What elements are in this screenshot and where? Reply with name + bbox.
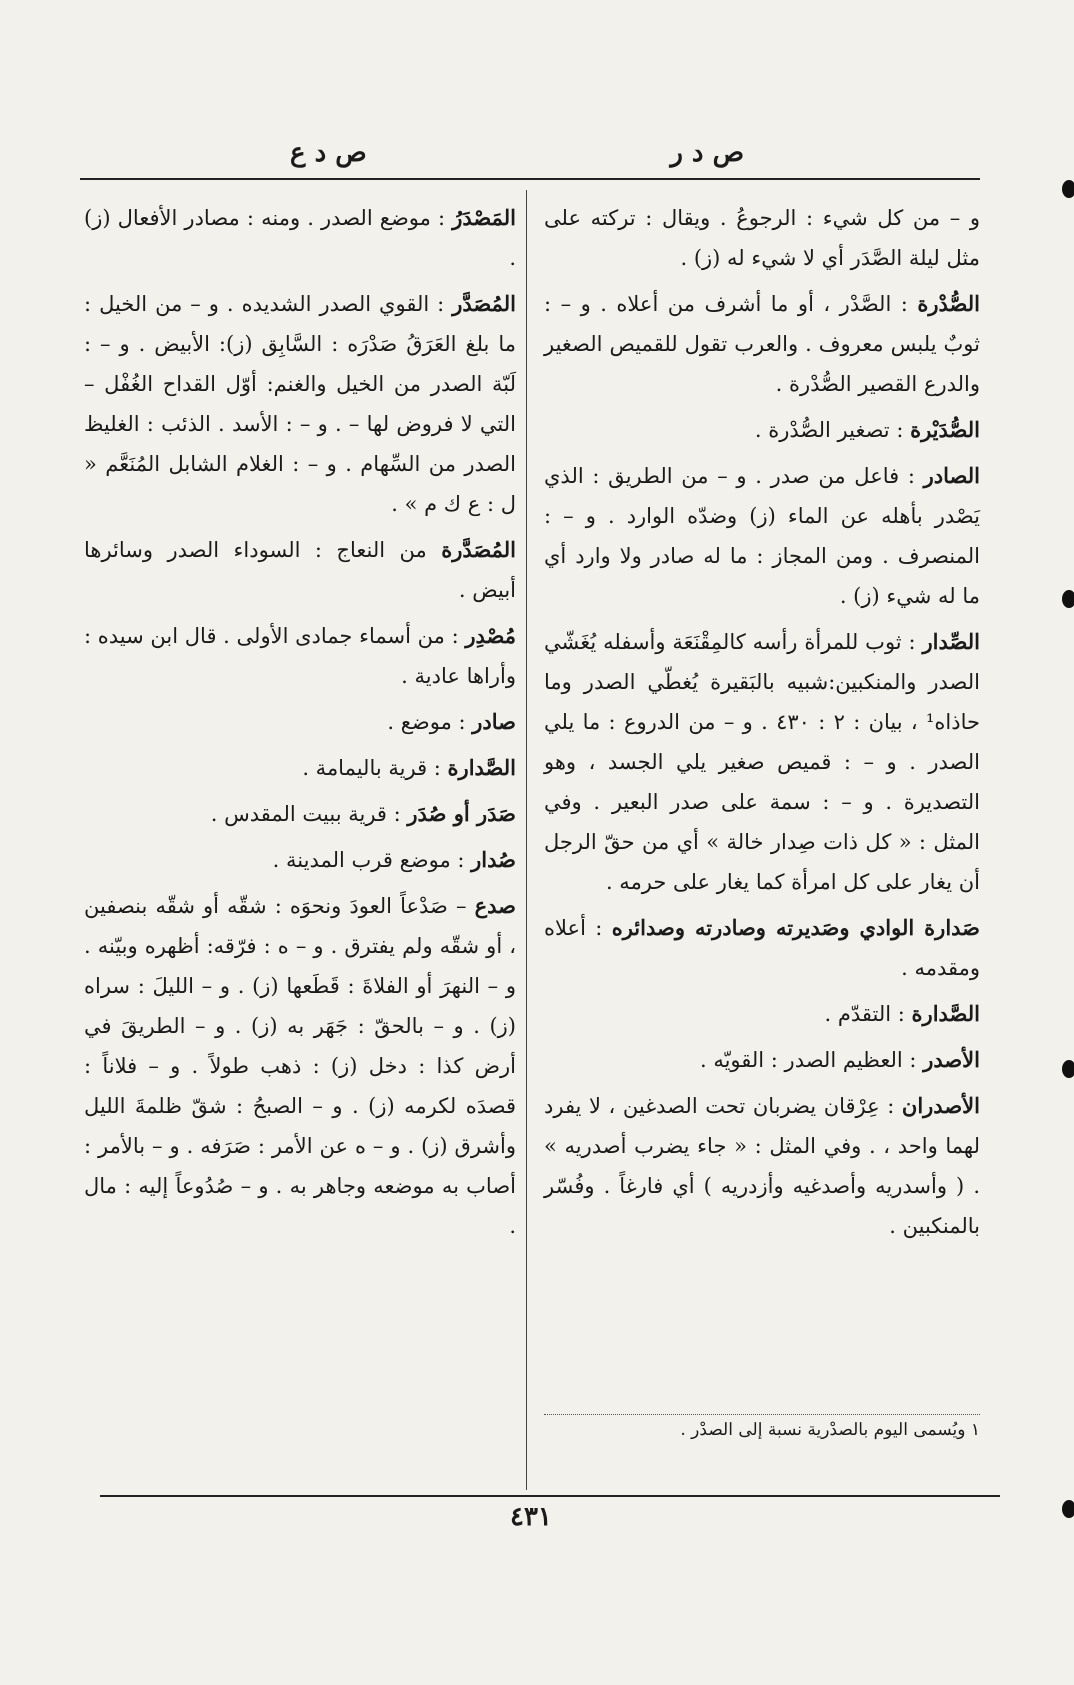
left-column	[84, 198, 516, 1252]
definition: : الصَّدْر ، أو ما أشرف من أعلاه . و – : ثوبٌ يلبس معروف . والعرب تقول للقميص الصغير والدرع القصير الصُّدْرة .	[544, 292, 980, 396]
ink-blot	[1062, 1060, 1074, 1078]
definition: : موضع قرب المدينة .	[272, 848, 465, 872]
headword: صَدَر أو صُدَر	[407, 801, 516, 826]
dictionary-entry	[544, 1086, 980, 1246]
right-column	[544, 198, 980, 1252]
headword: المَصْدَرُ	[452, 205, 516, 230]
definition: : قرية باليمامة .	[302, 756, 441, 780]
footnote-rule	[544, 1414, 980, 1415]
running-head-left: ص د ع	[290, 138, 367, 168]
definition: : تصغير الصُّدْرة .	[754, 418, 904, 442]
dictionary-entry	[84, 702, 516, 742]
definition: : القوي الصدر الشديده . و – من الخيل : ما بلغ العَرَقُ صَدْرَه : السَّابِق (ز): الأبيض . و – : لَبّة الصدر من الخيل والغنم: أوّل القداح الغُفْل – التي لا فروض لها – . و – : الأسد . الذئب : الغليظ الصدر من السِّهام . و – : الغلام الشابل المُنَعَّم « ل : ع ك م » .	[84, 292, 516, 516]
dictionary-entry	[84, 748, 516, 788]
dictionary-entry	[84, 530, 516, 610]
headword: مُصْدِر	[465, 623, 516, 648]
dictionary-entry	[84, 840, 516, 880]
definition: : قرية ببيت المقدس .	[210, 802, 401, 826]
dictionary-entry	[84, 284, 516, 524]
definition: : من أسماء جمادى الأولى . قال ابن سيده : وأراها عادية .	[84, 624, 516, 688]
headword: المُصَدَّرة	[441, 537, 516, 562]
headword: صُدار	[471, 847, 516, 872]
footnote: ١ ويُسمى اليوم بالصدْرية نسبة إلى الصدْر .	[680, 1420, 980, 1440]
headword: الصادر	[923, 463, 980, 488]
definition: : ثوب للمرأة رأسه كالمِقْنَعَة وأسفله يُغَشّي الصدر والمنكبين:شبيه بالبَقيرة يُغطّي الصدر وما حاذاه¹ ، بيان : ٢ : ٤٣٠ . و – من الدروع : ما يلي الصدر . و – : قميص صغير يلي الجسد ، وهو التصديرة . و – : سمة على صدر البعير . وفي المثل : « كل ذات صِدار خالة » أي من حقّ الرجل أن يغار على كل امرأة كما يغار على حرمه .	[544, 630, 980, 894]
headword: صادر	[472, 709, 516, 734]
dictionary-entry	[544, 198, 980, 278]
ink-blot	[1062, 590, 1074, 608]
ink-blot	[1062, 1500, 1074, 1518]
ink-blot	[1062, 180, 1074, 198]
definition: – صَدْعاً العودَ ونحوَه : شقّه أو شقّه بنصفين ، أو شقّه ولم يفترق . و – ه : فرّقه: أظهره وبيّنه . و – النهرَ أو الفلاةَ : قَطَعها (ز) . و – الليلَ : سراه (ز) . و – بالحقّ : جَهَر به (ز) . و – الطريقَ في أرض كذا : دخل (ز) : ذهب طولاً . و – فلاناً : قصدَه لكرمه (ز) . و – الصبحُ : شقّ ظلمةَ الليل وأشرق (ز) . و – ه عن الأمر : صَرَفه . و – بالأمر : أصاب به موضعه وجاهر به . و – صُدُوعاً إليه : مال .	[84, 894, 516, 1238]
headword: صَدارة الوادي وصَديرته وصادرته وصدائره	[611, 915, 981, 940]
headword: الصُّدْرة	[917, 291, 980, 316]
dictionary-entry	[544, 1040, 980, 1080]
headword: صدع	[474, 893, 516, 918]
definition: : التقدّم .	[824, 1002, 905, 1026]
headword: الصَّدارة	[911, 1001, 980, 1026]
definition: : فاعل من صدر . و – من الطريق : الذي يَصْدر بأهله عن الماء (ز) وضدّه الوارد . و – : المنصرف . ومن المجاز : ما له صادر ولا وارد أي ما له شيء (ز) .	[544, 464, 980, 608]
dictionary-entry	[84, 886, 516, 1246]
dictionary-entry	[544, 994, 980, 1034]
definition: : العظيم الصدر : القويّه .	[699, 1048, 917, 1072]
headword: الصِّدار	[922, 629, 980, 654]
dictionary-entry	[544, 284, 980, 404]
headword: المُصَدَّر	[452, 291, 516, 316]
headword: الأصدران	[901, 1093, 980, 1118]
dictionary-entry	[84, 794, 516, 834]
definition: : عِرْقان يضربان تحت الصدغين ، لا يفرد لهما واحد ، . وفي المثل : « جاء يضرب أصدريه » . ( وأسدريه وأصدغيه وأزدريه ) أي فارغاً . وفُسّر بالمنكبين .	[544, 1094, 980, 1238]
dictionary-entry	[544, 622, 980, 902]
definition: و – من كل شيء : الرجوعُ . ويقال : تركته على مثل ليلة الصَّدَر أي لا شيء له (ز) .	[544, 206, 980, 270]
headword: الصَّدارة	[447, 755, 516, 780]
dictionary-entry	[84, 198, 516, 278]
bottom-rule	[100, 1495, 1000, 1497]
dictionary-entry	[544, 908, 980, 988]
definition: : أعلاه ومقدمه .	[544, 916, 980, 980]
dictionary-entry	[84, 616, 516, 696]
definition: : موضع الصدر . ومنه : مصادر الأفعال (ز) .	[84, 206, 516, 270]
column-divider	[526, 190, 527, 1490]
page-number: ٤٣١	[510, 1502, 552, 1532]
headword: الصُّدَيْرة	[910, 417, 980, 442]
definition: من النعاج : السوداء الصدر وسائرها أبيض .	[84, 538, 516, 602]
top-rule	[80, 178, 980, 180]
dictionary-entry	[544, 456, 980, 616]
definition: : موضع .	[387, 710, 466, 734]
dictionary-entry	[544, 410, 980, 450]
running-head-right: ص د ر	[670, 138, 744, 168]
headword: الأصدر	[923, 1047, 980, 1072]
